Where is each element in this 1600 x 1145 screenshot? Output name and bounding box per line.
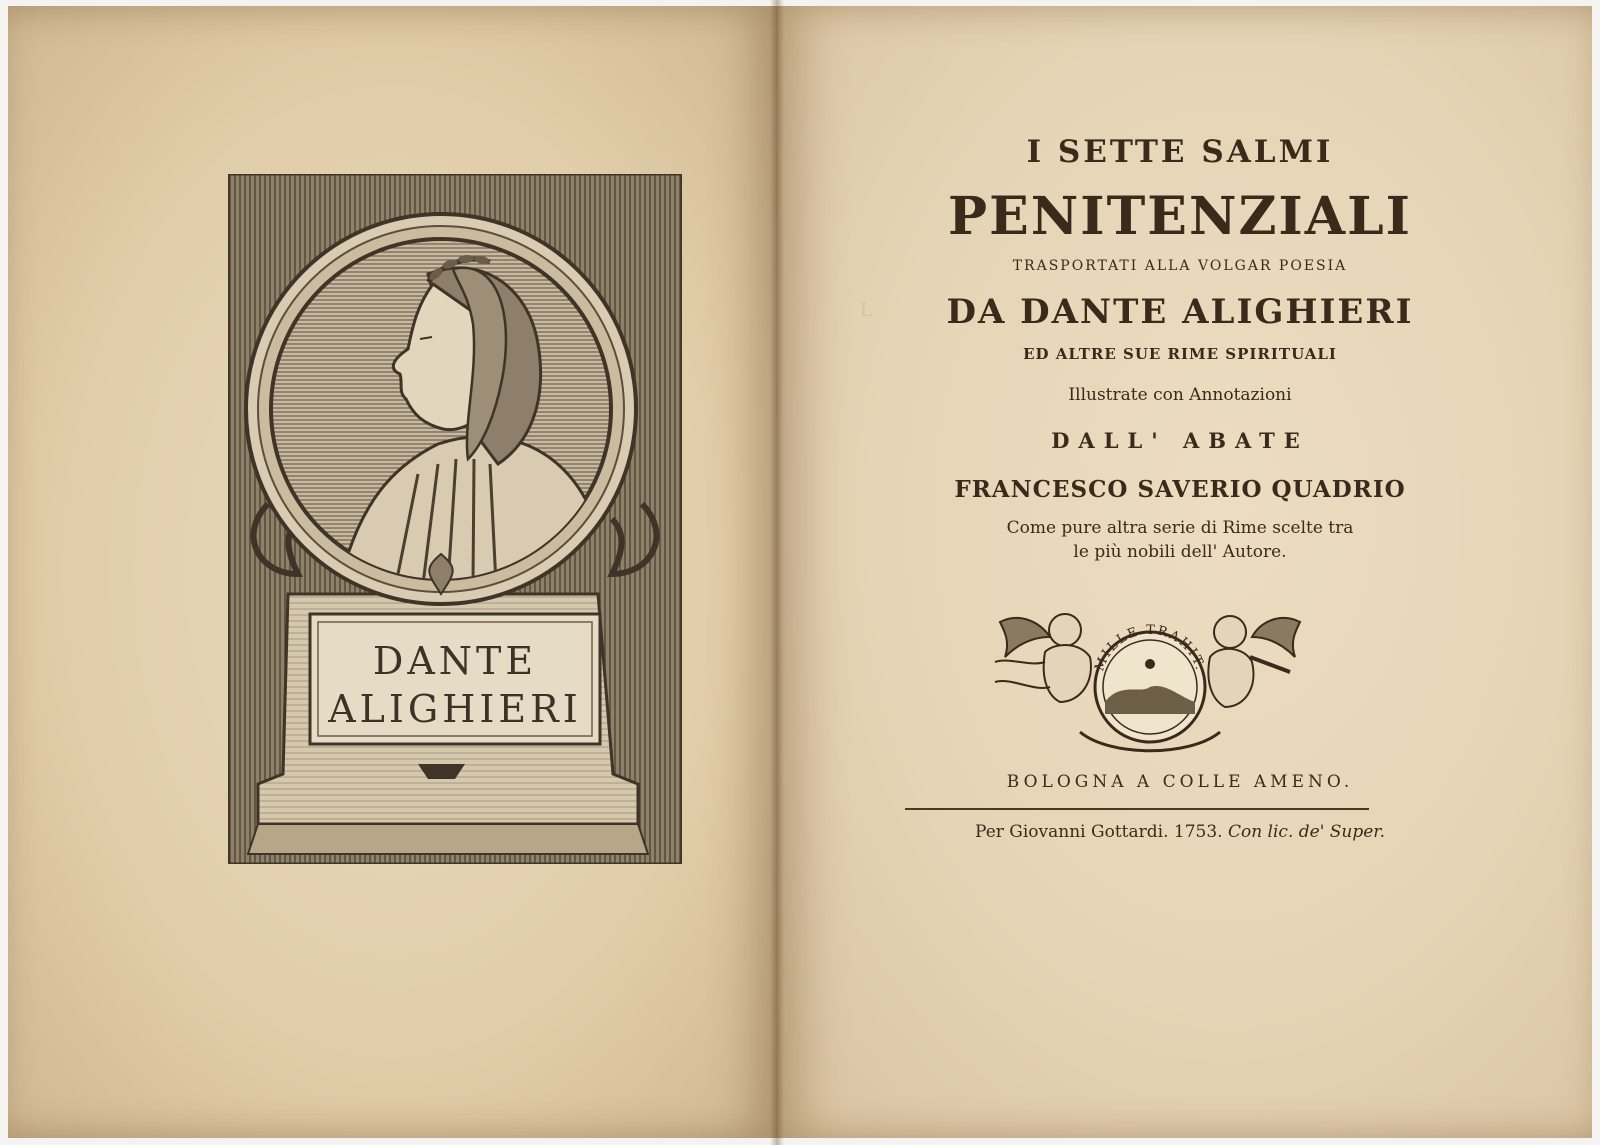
imprint-rule	[905, 808, 1369, 810]
plate-inscription-line-1: DANTE	[372, 639, 538, 683]
title-line-rime-scelte-2: le più nobili dell' Autore.	[1073, 542, 1287, 562]
book-gutter	[770, 0, 784, 1145]
right-page-title	[778, 6, 1592, 1138]
dante-portrait-engraving	[228, 174, 682, 864]
imprint-line	[800, 822, 1560, 842]
title-line-penitenziali: PENITENZIALI	[948, 186, 1412, 247]
title-line-dall-abate: DALL' ABATE	[1051, 428, 1309, 453]
title-line-rime-scelte-1: Come pure altra serie di Rime scelte tra	[1006, 518, 1354, 538]
imprint-license: Con lic. de' Super.	[1227, 822, 1385, 842]
plate-inscription-line-2: ALIGHIERI	[328, 687, 582, 731]
title-line-rime-spirituali: ED ALTRE SUE RIME SPIRITUALI	[1023, 345, 1337, 363]
printers-device-woodcut	[990, 602, 1310, 762]
title-line-rime-scelte	[800, 516, 1560, 564]
title-line-editor: FRANCESCO SAVERIO QUADRIO	[954, 476, 1406, 503]
title-line-i-sette-salmi: I SETTE SALMI	[1026, 134, 1334, 170]
title-line-annotazioni: Illustrate con Annotazioni	[1068, 385, 1292, 405]
device-motto: MILLE TRAHIT.	[1092, 622, 1208, 674]
imprint-printer: Per Giovanni Gottardi. 1753.	[975, 822, 1223, 842]
title-line-trasportati: TRASPORTATI ALLA VOLGAR POESIA	[1012, 258, 1348, 274]
show-through-text: L	[860, 300, 872, 321]
title-line-author: DA DANTE ALIGHIERI	[946, 292, 1414, 332]
imprint-city: BOLOGNA A COLLE AMENO.	[1006, 772, 1354, 792]
